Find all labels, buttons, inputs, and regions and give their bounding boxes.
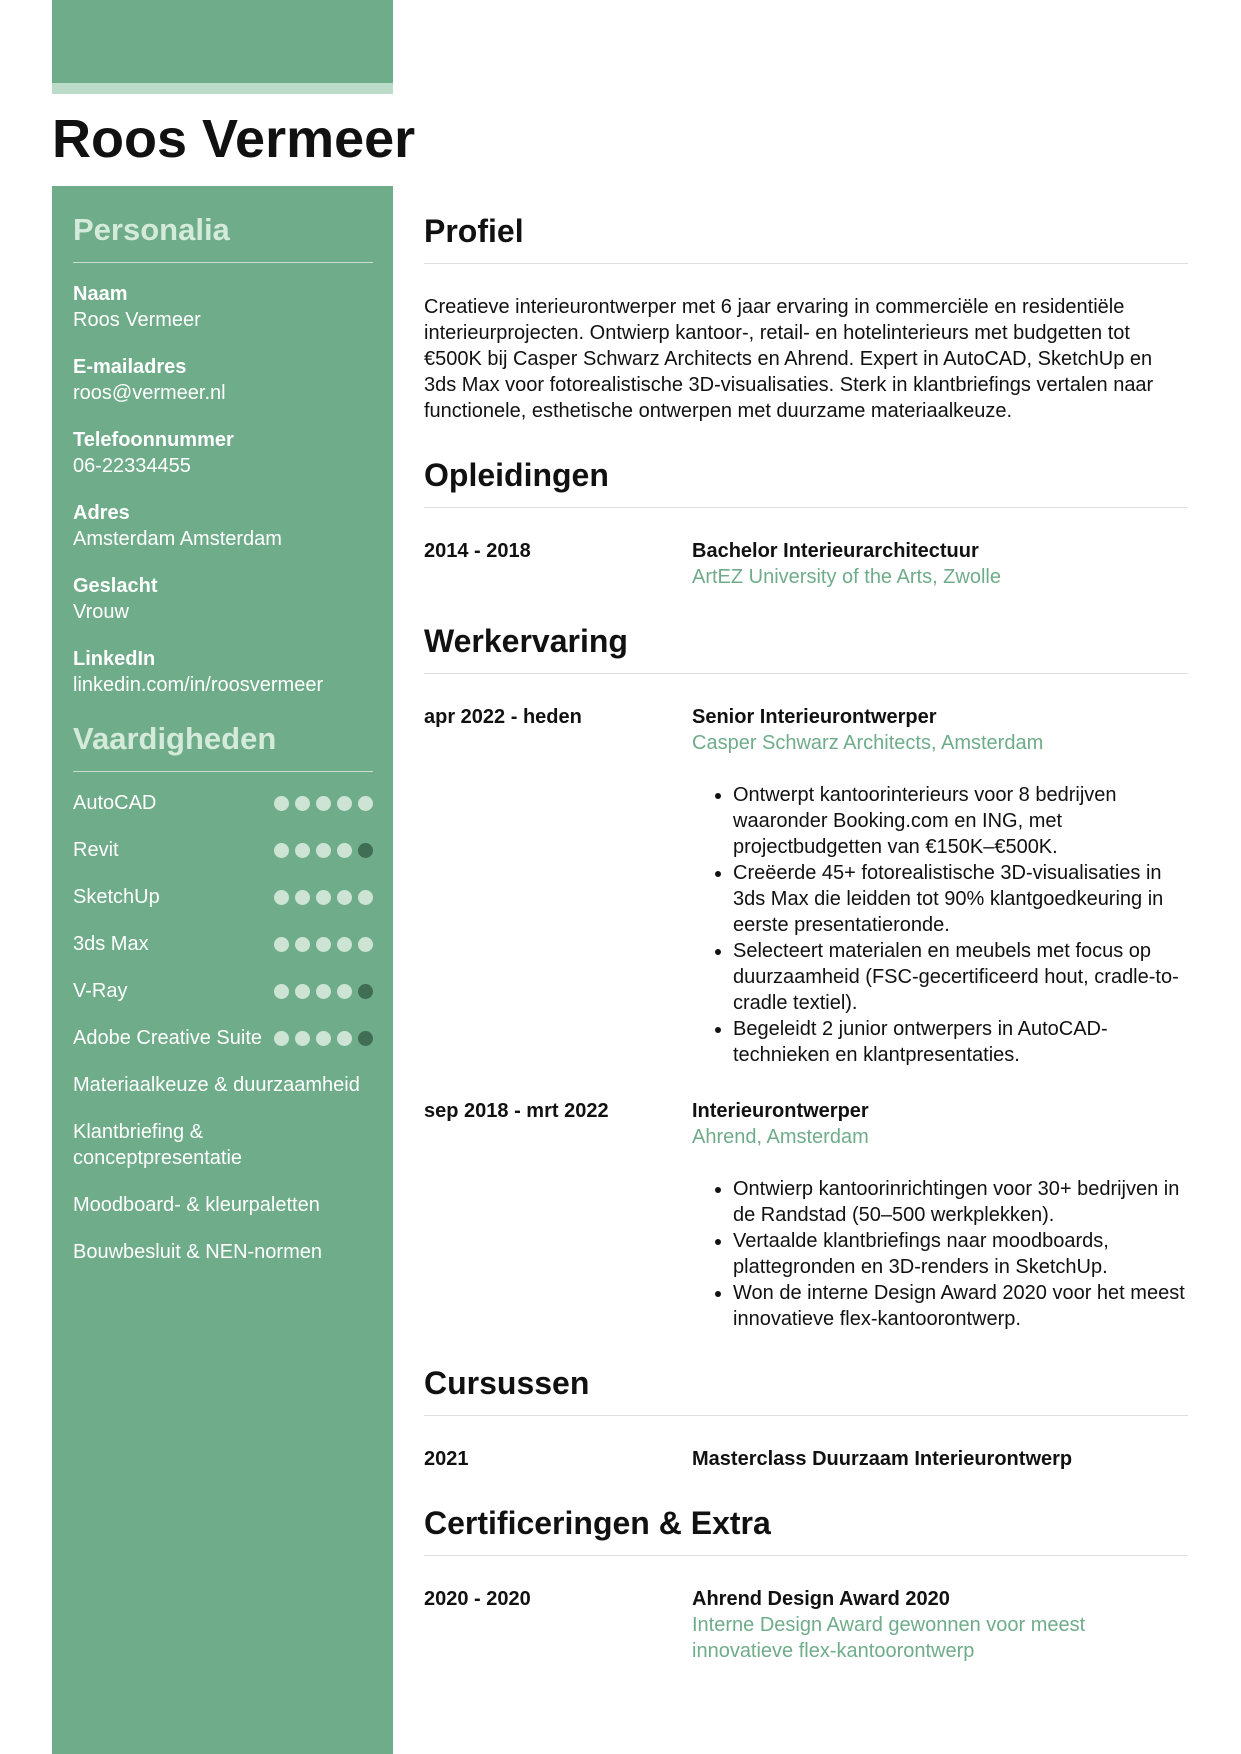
rating-dot — [274, 796, 289, 811]
divider — [424, 1555, 1188, 1556]
rating-dot — [274, 937, 289, 952]
skill-item: Moodboard- & kleurpaletten — [73, 1194, 320, 1216]
rating-dot — [337, 843, 352, 858]
skill-row — [73, 931, 373, 957]
rating-dot — [316, 796, 331, 811]
entry-title: Senior Interieurontwerper — [692, 706, 937, 728]
skill-name: Adobe Creative Suite — [73, 1027, 263, 1049]
skill-row — [73, 1025, 373, 1051]
rating-dot — [274, 1031, 289, 1046]
entry — [424, 538, 1188, 590]
entry-date: sep 2018 - mrt 2022 — [424, 1100, 609, 1122]
skill-row — [73, 790, 373, 816]
rating-dot — [358, 890, 373, 905]
bullet-item: • Ontwierp kantoorinrichtingen voor 30+ bedrijven in de Randstad (50–500 werkplekken). — [733, 1176, 1188, 1228]
rating-dot — [337, 937, 352, 952]
personal-value: Amsterdam Amsterdam — [73, 528, 282, 550]
bullet-item: • Selecteert materialen en meubels met focus op duurzaamheid (FSC-gecertificeerd hout, cradle-to-cradle textiel). — [733, 938, 1188, 1016]
bullet-item: • Creëerde 45+ fotorealistische 3D-visualisaties in 3ds Max die leidden tot 90% klantgoedkeuring in eerste presentatieronde. — [733, 860, 1188, 938]
personal-value: Roos Vermeer — [73, 309, 201, 331]
courses-list — [424, 1446, 1188, 1472]
skill-rating — [274, 931, 373, 952]
work-heading: Werkervaring — [424, 623, 628, 659]
skill-item: Bouwbesluit & NEN-normen — [73, 1241, 322, 1263]
rating-dot — [358, 796, 373, 811]
skill-rating — [274, 837, 373, 858]
entry-title: Masterclass Duurzaam Interieurontwerp — [692, 1448, 1073, 1470]
skill-name: AutoCAD — [73, 792, 157, 814]
rating-dot — [358, 937, 373, 952]
bullet-list — [692, 1176, 1188, 1332]
entry-body — [692, 1098, 1188, 1332]
entry-title: Bachelor Interieurarchitectuur — [692, 540, 979, 562]
rating-dot — [295, 984, 310, 999]
bullet-item: • Won de interne Design Award 2020 voor het meest innovatieve flex-kantoorontwerp. — [733, 1280, 1188, 1332]
bullet-item: • Begeleidt 2 junior ontwerpers in AutoCAD-technieken en klantpresentaties. — [733, 1016, 1188, 1068]
work-list — [424, 704, 1188, 1332]
entry-date: 2021 — [424, 1448, 469, 1470]
entry-date: 2020 - 2020 — [424, 1588, 531, 1610]
sidebar-top-block — [52, 0, 393, 83]
skill-rating — [274, 884, 373, 905]
rating-dot — [358, 1031, 373, 1046]
divider — [424, 673, 1188, 674]
rating-dot — [295, 937, 310, 952]
skills-list — [73, 790, 373, 1051]
divider — [73, 262, 373, 263]
divider — [424, 507, 1188, 508]
rating-dot — [274, 843, 289, 858]
education-list — [424, 538, 1188, 590]
skill-row — [73, 837, 373, 863]
divider — [424, 1415, 1188, 1416]
personal-label: Naam — [73, 283, 128, 305]
personal-list — [73, 281, 373, 698]
entry-title: Interieurontwerper — [692, 1100, 869, 1122]
rating-dot — [337, 890, 352, 905]
candidate-name: Roos Vermeer — [52, 109, 416, 169]
bullet-list — [692, 782, 1188, 1068]
education-heading: Opleidingen — [424, 457, 609, 493]
personal-value: roos@vermeer.nl — [73, 382, 226, 404]
rating-dot — [274, 984, 289, 999]
personal-label: LinkedIn — [73, 648, 156, 670]
profile-heading: Profiel — [424, 213, 524, 249]
skill-name: Revit — [73, 839, 119, 861]
rating-dot — [358, 984, 373, 999]
rating-dot — [316, 1031, 331, 1046]
certs-list — [424, 1586, 1188, 1664]
rating-dot — [358, 843, 373, 858]
extra-skills-list — [73, 1072, 373, 1265]
personal-heading: Personalia — [73, 212, 230, 247]
certs-heading: Certificeringen & Extra — [424, 1505, 771, 1541]
skill-rating — [274, 790, 373, 811]
skill-name: 3ds Max — [73, 933, 149, 955]
personal-value: 06-22334455 — [73, 455, 191, 477]
rating-dot — [337, 796, 352, 811]
entry-body — [692, 1586, 1188, 1664]
rating-dot — [316, 843, 331, 858]
skill-item: Klantbriefing & conceptpresentatie — [73, 1121, 243, 1169]
skill-rating — [274, 1025, 373, 1046]
skill-name: SketchUp — [73, 886, 160, 908]
entry-body — [692, 704, 1188, 1068]
personal-label: Telefoonnummer — [73, 429, 234, 451]
skill-item: Materiaalkeuze & duurzaamheid — [73, 1074, 360, 1096]
rating-dot — [337, 984, 352, 999]
sidebar-top-strip — [52, 83, 393, 94]
rating-dot — [316, 984, 331, 999]
rating-dot — [295, 796, 310, 811]
skill-row — [73, 884, 373, 910]
personal-label: Adres — [73, 502, 130, 524]
rating-dot — [316, 890, 331, 905]
entry-body — [692, 538, 1188, 590]
entry-body — [692, 1446, 1188, 1472]
entry — [424, 1446, 1188, 1472]
entry-subtitle: Casper Schwarz Architects, Amsterdam — [692, 732, 1044, 754]
entry — [424, 704, 1188, 1068]
rating-dot — [295, 890, 310, 905]
rating-dot — [295, 843, 310, 858]
skill-row — [73, 978, 373, 1004]
entry-subtitle: Ahrend, Amsterdam — [692, 1126, 869, 1148]
entry — [424, 1586, 1188, 1664]
entry — [424, 1098, 1188, 1332]
entry-date: 2014 - 2018 — [424, 540, 531, 562]
profile-text: Creatieve interieurontwerper met 6 jaar ervaring in commerciële en residentiële interieurprojecten. Ontwierp kantoor-, retail- en hotelinterieurs met budgetten tot €500K bij Casper Schwarz Architects en Ahrend. Expert in AutoCAD, SketchUp en 3ds Max voor fotorealistische 3D-visualisaties. Sterk in klantbriefings vertalen naar functionele, esthetische ontwerpen met duurzame materiaalkeuze. — [424, 296, 1154, 422]
bullet-item: • Ontwerpt kantoorinterieurs voor 8 bedrijven waaronder Booking.com en ING, met projectbudgetten van €150K–€500K. — [733, 782, 1188, 860]
personal-label: E-mailadres — [73, 356, 187, 378]
bullet-item: • Vertaalde klantbriefings naar moodboards, plattegronden en 3D-renders in SketchUp. — [733, 1228, 1188, 1280]
personal-value: linkedin.com/in/roosvermeer — [73, 674, 324, 696]
rating-dot — [337, 1031, 352, 1046]
personal-value: Vrouw — [73, 601, 129, 623]
skill-name: V-Ray — [73, 980, 128, 1002]
skill-rating — [274, 978, 373, 999]
skills-heading: Vaardigheden — [73, 721, 277, 756]
divider — [424, 263, 1188, 264]
entry-title: Ahrend Design Award 2020 — [692, 1588, 950, 1610]
rating-dot — [295, 1031, 310, 1046]
entry-subtitle: ArtEZ University of the Arts, Zwolle — [692, 566, 1001, 588]
personal-label: Geslacht — [73, 575, 158, 597]
rating-dot — [274, 890, 289, 905]
courses-heading: Cursussen — [424, 1365, 590, 1401]
main-content — [424, 186, 1188, 1694]
divider — [73, 771, 373, 772]
sidebar-content — [73, 186, 373, 1286]
sidebar — [52, 186, 393, 1754]
entry-date: apr 2022 - heden — [424, 706, 582, 728]
rating-dot — [316, 937, 331, 952]
entry-subtitle: Interne Design Award gewonnen voor meest innovatieve flex-kantoorontwerp — [692, 1614, 1086, 1662]
